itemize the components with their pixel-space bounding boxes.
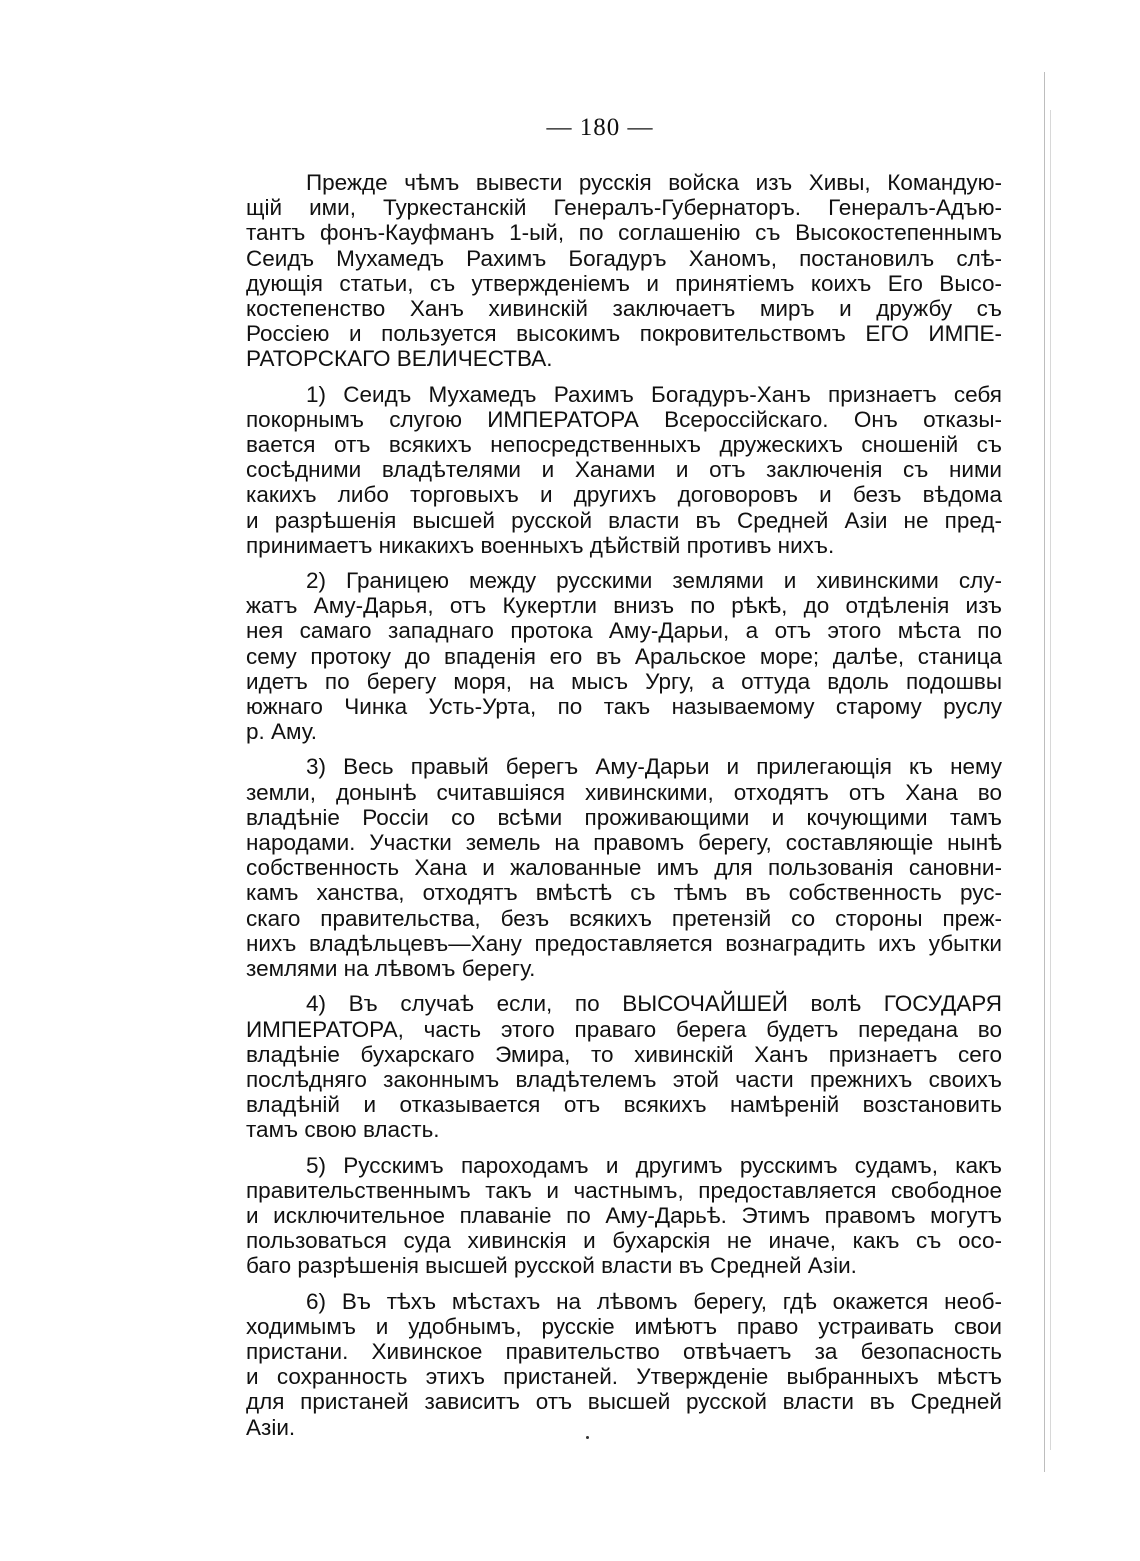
text-line: какихъ либо торговыхъ и другихъ договоровъ и безъ вѣдома bbox=[246, 482, 1002, 508]
text-line: РАТОРСКАГО ВЕЛИЧЕСТВА. bbox=[246, 346, 553, 372]
paragraph-3 bbox=[246, 568, 1002, 744]
text-line: принимаетъ никакихъ военныхъ дѣйствій противъ нихъ. bbox=[246, 532, 835, 558]
text-line: владѣніе бухарскаго Эмира, то хивинскій Ханъ признаетъ сего bbox=[246, 1041, 1002, 1067]
text-line: правительственнымъ такъ и частнымъ, предоставляется свободное bbox=[246, 1177, 1002, 1203]
text-line: Сеидъ Мухамедъ Рахимъ Богадуръ Ханомъ, постановилъ слѣ- bbox=[246, 245, 1002, 271]
text-line: земли, донынѣ считавшіяся хивинскими, отходятъ отъ Хана во bbox=[246, 779, 1002, 805]
text-line: сему протоку до впаденія его въ Аральское море; далѣе, станица bbox=[246, 643, 1002, 669]
text-line: собственность Хана и жалованные имъ для пользованія сановни- bbox=[246, 855, 1002, 881]
text-line: тантъ фонъ-Кауфманъ 1-ый, по соглашенію съ Высокостепеннымъ bbox=[246, 220, 1002, 246]
scan-edge-line bbox=[1044, 72, 1045, 1472]
text-line: народами. Участки земель на правомъ берегу, составляющіе нынѣ bbox=[246, 830, 1002, 856]
text-line: жатъ Аму-Дарья, отъ Кукертли внизъ по рѣкѣ, до отдѣленія изъ bbox=[246, 593, 1002, 619]
text-line: 6) Въ тѣхъ мѣстахъ на лѣвомъ берегу, гдѣ окажется необ- bbox=[306, 1288, 1002, 1314]
text-line: Россіею и пользуется высокимъ покровительствомъ ЕГО ИМПЕ- bbox=[246, 321, 1002, 347]
text-line: щій ими, Туркестанскій Генералъ-Губернаторъ. Генералъ-Адъю- bbox=[246, 195, 1002, 221]
text-line: землями на лѣвомъ берегу. bbox=[246, 956, 536, 982]
text-line: 1) Сеидъ Мухамедъ Рахимъ Богадуръ-Ханъ признаетъ себя bbox=[306, 381, 1002, 407]
text-line: баго разрѣшенія высшей русской власти въ Средней Азіи. bbox=[246, 1253, 857, 1279]
text-line: и разрѣшенія высшей русской власти въ Средней Азіи не пред- bbox=[246, 507, 1002, 533]
text-line: нея самаго западнаго протока Аму-Дарьи, а отъ этого мѣста по bbox=[246, 618, 1002, 644]
text-line: дующія статьи, съ утвержденіемъ и принятіемъ коихъ Его Высо- bbox=[246, 270, 1002, 296]
text-line: покорнымъ слугою ИМПЕРАТОРА Всероссійскаго. Онъ отказы- bbox=[246, 406, 1002, 432]
text-line: вается отъ всякихъ непосредственныхъ дружескихъ сношеній съ bbox=[246, 432, 1002, 458]
text-line: и сохранность этихъ пристаней. Утвержденіе выбранныхъ мѣстъ bbox=[246, 1364, 1002, 1390]
text-line: идетъ по берегу моря, на мысъ Ургу, а оттуда вдоль подошвы bbox=[246, 668, 1002, 694]
paragraph-4 bbox=[246, 754, 1002, 981]
text-line: ИМПЕРАТОРА, часть этого праваго берега будетъ передана во bbox=[246, 1016, 1002, 1042]
paragraph-5 bbox=[246, 991, 1002, 1142]
text-line: р. Аму. bbox=[246, 719, 317, 745]
text-line: 5) Русскимъ пароходамъ и другимъ русскимъ судамъ, какъ bbox=[306, 1152, 1002, 1178]
text-line: 2) Границею между русскими землями и хивинскими слу- bbox=[306, 568, 1002, 594]
text-line: послѣдняго законнымъ владѣтелемъ этой части прежнихъ своихъ bbox=[246, 1066, 1002, 1092]
text-line: владѣній и отказывается отъ всякихъ намѣреній возстановить bbox=[246, 1092, 1002, 1118]
text-line: пользоваться суда хивинскія и бухарскія не иначе, какъ съ осо- bbox=[246, 1228, 1002, 1254]
text-line: 3) Весь правый берегъ Аму-Дарьи и прилегающія къ нему bbox=[306, 754, 1002, 780]
text-line: для пристаней зависитъ отъ высшей русской власти въ Средней bbox=[246, 1389, 1002, 1415]
text-line: камъ ханства, отходятъ вмѣстѣ съ тѣмъ въ собственность рус- bbox=[246, 880, 1002, 906]
text-line: южнаго Чинка Усть-Урта, по такъ называемому старому руслу bbox=[246, 694, 1002, 720]
document-body bbox=[246, 170, 1002, 1450]
text-line: сосѣдними владѣтелями и Ханами и отъ заключенія съ ними bbox=[246, 457, 1002, 483]
text-line: скаго правительства, безъ всякихъ претензій со стороны преж- bbox=[246, 905, 1002, 931]
paragraph-7 bbox=[246, 1289, 1002, 1440]
paragraph-2 bbox=[246, 382, 1002, 558]
text-line: Азіи. bbox=[246, 1414, 296, 1440]
text-line: Прежде чѣмъ вывести русскія войска изъ Хивы, Командую- bbox=[306, 170, 1002, 195]
paragraph-1 bbox=[246, 170, 1002, 372]
paragraph-6 bbox=[246, 1153, 1002, 1279]
page-number: — 180 — bbox=[546, 114, 654, 141]
text-line: 4) Въ случаѣ если, по ВЫСОЧАЙШЕЙ волѣ ГОСУДАРЯ bbox=[306, 991, 1002, 1017]
text-line: пристани. Хивинское правительство отвѣчаетъ за безопасность bbox=[246, 1338, 1002, 1364]
text-line: ходимымъ и удобнымъ, русскіе имѣютъ право устраивать свои bbox=[246, 1313, 1002, 1339]
text-line: и исключительное плаваніе по Аму-Дарьѣ. Этимъ правомъ могутъ bbox=[246, 1202, 1002, 1228]
text-line: владѣніе Россіи со всѣми проживающими и кочующими тамъ bbox=[246, 804, 1002, 830]
text-line: нихъ владѣльцевъ—Хану предоставляется вознаградить ихъ убытки bbox=[246, 930, 1002, 956]
scan-speck bbox=[586, 1436, 589, 1439]
scan-edge-line-right bbox=[1050, 110, 1051, 1450]
text-line: костепенство Ханъ хивинскій заключаетъ миръ и дружбу съ bbox=[246, 296, 1002, 322]
text-line: тамъ свою власть. bbox=[246, 1117, 440, 1143]
